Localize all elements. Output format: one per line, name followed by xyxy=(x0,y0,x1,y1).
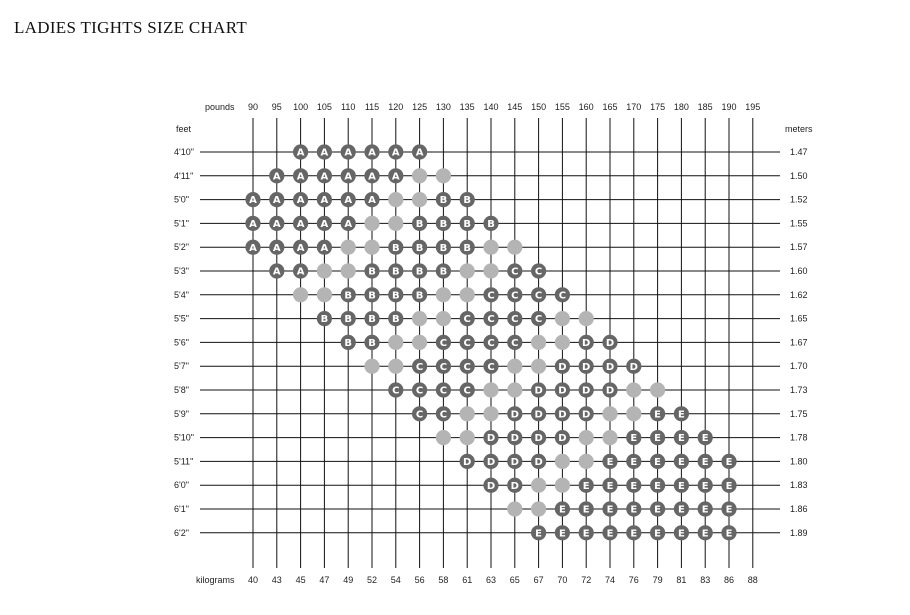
between-size-marker xyxy=(436,287,451,302)
size-marker-letter: E xyxy=(725,528,733,540)
kilograms-tick-label: 43 xyxy=(271,575,282,585)
between-size-marker xyxy=(412,335,427,350)
meters-tick-label: 1.78 xyxy=(790,432,808,443)
size-marker-letter: E xyxy=(677,528,685,540)
size-marker-letter: E xyxy=(677,409,685,421)
between-size-marker xyxy=(388,192,403,207)
meters-tick-label: 1.57 xyxy=(790,242,808,253)
size-marker-letter: B xyxy=(344,290,353,302)
size-marker-letter: B xyxy=(415,266,424,278)
between-size-marker xyxy=(460,263,475,278)
size-marker-letter: D xyxy=(605,338,615,349)
size-marker-letter: C xyxy=(487,314,495,326)
between-size-marker xyxy=(460,406,475,421)
between-size-marker xyxy=(412,168,427,183)
between-size-marker xyxy=(579,430,594,445)
y-left-axis-label: feet xyxy=(176,124,192,134)
size-marker-letter: C xyxy=(558,290,567,302)
pounds-tick-label: 120 xyxy=(388,102,404,112)
between-size-marker xyxy=(412,311,427,326)
pounds-tick-label: 155 xyxy=(554,102,570,112)
kilograms-tick-label: 54 xyxy=(390,575,401,585)
between-size-marker xyxy=(436,168,451,183)
pounds-tick-label: 185 xyxy=(697,102,713,112)
size-marker-letter: B xyxy=(439,242,448,254)
size-marker-letter: C xyxy=(534,266,543,278)
meters-tick-label: 1.89 xyxy=(790,527,808,538)
size-marker-letter: C xyxy=(511,266,519,278)
meters-tick-label: 1.47 xyxy=(790,147,808,157)
size-marker-letter: C xyxy=(534,290,543,302)
size-marker-letter: C xyxy=(511,338,519,349)
size-marker-letter: E xyxy=(701,504,709,516)
size-marker-letter: C xyxy=(463,361,471,373)
size-marker-letter: D xyxy=(534,385,543,397)
size-marker-letter: E xyxy=(654,504,662,516)
size-marker-letter: D xyxy=(486,457,496,468)
size-marker-letter: C xyxy=(511,314,519,326)
size-marker-letter: D xyxy=(582,338,591,349)
size-marker-letter: E xyxy=(654,433,662,445)
between-size-marker xyxy=(364,240,379,255)
size-marker-letter: C xyxy=(415,409,424,421)
between-size-marker xyxy=(507,382,522,397)
meters-tick-label: 1.50 xyxy=(790,170,808,181)
between-size-marker xyxy=(579,454,594,469)
between-size-marker xyxy=(483,240,498,255)
size-marker-letter: A xyxy=(296,195,305,207)
size-marker-letter: D xyxy=(582,385,591,397)
size-marker-letter: C xyxy=(439,385,448,397)
pounds-tick-label: 90 xyxy=(247,102,259,112)
pounds-tick-label: 95 xyxy=(271,102,282,112)
size-marker-letter: B xyxy=(415,290,424,302)
between-size-marker xyxy=(388,216,403,231)
kilograms-tick-label: 86 xyxy=(723,575,735,585)
between-size-marker xyxy=(579,311,594,326)
between-size-marker xyxy=(341,263,356,278)
between-size-marker xyxy=(364,216,379,231)
size-marker-letter: D xyxy=(486,433,496,445)
kilograms-tick-label: 45 xyxy=(295,575,306,585)
size-marker-letter: B xyxy=(391,314,400,326)
size-marker-letter: E xyxy=(582,528,590,540)
between-size-marker xyxy=(412,192,427,207)
size-marker-letter: B xyxy=(368,290,376,302)
meters-tick-label: 1.65 xyxy=(790,313,808,324)
size-marker-letter: B xyxy=(463,195,472,207)
feet-tick-label: 5'0" xyxy=(174,194,189,205)
size-marker-letter: A xyxy=(415,147,424,159)
between-size-marker xyxy=(483,382,498,397)
size-marker-letter: D xyxy=(510,409,519,421)
feet-tick-label: 5'2" xyxy=(174,242,189,253)
size-marker-letter: A xyxy=(272,171,281,183)
size-marker-letter: A xyxy=(320,242,329,254)
between-size-marker xyxy=(602,406,617,421)
meters-tick-label: 1.80 xyxy=(790,456,808,467)
size-marker-letter: E xyxy=(654,409,662,421)
kilograms-tick-label: 74 xyxy=(604,575,616,585)
size-marker-letter: C xyxy=(487,290,495,302)
size-marker-letter: B xyxy=(344,338,353,349)
size-marker-letter: E xyxy=(701,433,709,445)
kilograms-tick-label: 49 xyxy=(343,575,354,585)
size-marker-letter: A xyxy=(320,195,329,207)
size-marker-letter: D xyxy=(582,409,591,421)
between-size-marker xyxy=(531,501,546,516)
size-marker-letter: A xyxy=(320,219,329,230)
pounds-tick-label: 105 xyxy=(316,102,332,112)
size-marker-letter: C xyxy=(487,338,495,349)
size-marker-letter: A xyxy=(249,219,257,230)
size-marker-letter: E xyxy=(725,480,733,492)
size-marker-letter: B xyxy=(320,314,329,326)
size-marker-letter: C xyxy=(487,361,495,373)
size-marker-letter: D xyxy=(558,385,567,397)
meters-tick-label: 1.62 xyxy=(790,289,808,300)
feet-tick-label: 5'10" xyxy=(174,432,194,443)
size-marker-letter: E xyxy=(677,480,685,492)
pounds-tick-label: 175 xyxy=(650,102,666,112)
between-size-marker xyxy=(293,287,308,302)
pounds-tick-label: 180 xyxy=(673,102,689,112)
size-marker-letter: E xyxy=(654,480,662,492)
size-marker-letter: A xyxy=(344,171,353,183)
between-size-marker xyxy=(507,501,522,516)
pounds-tick-label: 110 xyxy=(341,102,356,112)
pounds-tick-label: 115 xyxy=(364,102,380,112)
between-size-marker xyxy=(436,311,451,326)
feet-tick-label: 5'4" xyxy=(174,289,189,300)
kilograms-tick-label: 72 xyxy=(581,575,592,585)
size-marker-letter: E xyxy=(630,480,638,492)
size-marker-letter: B xyxy=(463,242,472,254)
size-marker-letter: C xyxy=(415,385,424,397)
size-marker-letter: C xyxy=(439,409,448,421)
pounds-tick-label: 125 xyxy=(412,102,428,112)
feet-tick-label: 5'7" xyxy=(174,361,189,372)
size-marker-letter: A xyxy=(249,195,257,207)
size-marker-letter: D xyxy=(463,457,472,468)
between-size-marker xyxy=(507,359,522,374)
size-marker-letter: E xyxy=(701,528,709,540)
size-marker-letter: A xyxy=(296,266,305,278)
size-marker-letter: E xyxy=(630,504,638,516)
size-marker-letter: A xyxy=(391,171,400,183)
size-marker-letter: A xyxy=(272,195,281,207)
size-marker-letter: B xyxy=(487,219,495,230)
kilograms-tick-label: 58 xyxy=(438,575,449,585)
size-marker-letter: A xyxy=(344,147,353,159)
size-marker-letter: D xyxy=(534,457,543,468)
size-marker-letter: A xyxy=(344,195,353,207)
size-marker-letter: D xyxy=(510,480,519,492)
pounds-tick-label: 150 xyxy=(531,102,547,112)
kilograms-tick-label: 79 xyxy=(652,575,663,585)
pounds-tick-label: 165 xyxy=(602,102,618,112)
size-marker-letter: C xyxy=(534,314,543,326)
between-size-marker xyxy=(555,335,570,350)
feet-tick-label: 6'0" xyxy=(174,480,189,491)
size-marker-letter: B xyxy=(463,219,472,230)
size-marker-letter: E xyxy=(535,528,543,540)
size-marker-letter: D xyxy=(558,433,567,445)
size-marker-letter: E xyxy=(606,504,614,516)
feet-tick-label: 4'11" xyxy=(174,170,194,181)
size-marker-letter: E xyxy=(558,528,566,540)
size-marker-letter: A xyxy=(296,219,305,230)
size-marker-letter: B xyxy=(439,195,448,207)
between-size-marker xyxy=(555,478,570,493)
x-top-axis-label: pounds xyxy=(205,102,235,112)
size-marker-letter: E xyxy=(630,457,638,468)
between-size-marker xyxy=(483,406,498,421)
between-size-marker xyxy=(460,287,475,302)
size-marker-letter: C xyxy=(463,385,471,397)
size-marker-letter: B xyxy=(415,219,424,230)
size-marker-letter: D xyxy=(486,480,496,492)
size-marker-letter: B xyxy=(391,290,400,302)
between-size-marker xyxy=(531,359,546,374)
feet-tick-label: 5'6" xyxy=(174,337,189,348)
feet-tick-label: 6'2" xyxy=(174,527,189,538)
size-marker-letter: E xyxy=(606,528,614,540)
size-marker-letter: D xyxy=(605,385,615,397)
size-marker-letter: A xyxy=(368,195,376,207)
kilograms-tick-label: 76 xyxy=(628,575,639,585)
between-size-marker xyxy=(650,382,665,397)
feet-tick-label: 5'5" xyxy=(174,313,189,324)
kilograms-tick-label: 56 xyxy=(414,575,425,585)
size-marker-letter: A xyxy=(368,171,376,183)
feet-tick-label: 5'8" xyxy=(174,385,189,395)
size-marker-letter: C xyxy=(392,385,400,397)
size-marker-letter: D xyxy=(605,361,615,373)
between-size-marker xyxy=(531,335,546,350)
size-marker-letter: E xyxy=(654,457,662,468)
size-marker-letter: B xyxy=(391,242,400,254)
feet-tick-label: 6'1" xyxy=(174,504,189,514)
size-marker-letter: C xyxy=(439,361,448,373)
size-marker-letter: E xyxy=(582,480,590,492)
feet-tick-label: 5'11" xyxy=(174,456,194,467)
size-marker-letter: A xyxy=(296,242,305,254)
size-marker-letter: D xyxy=(629,361,638,373)
size-marker-letter: B xyxy=(368,338,376,349)
size-marker-letter: A xyxy=(296,171,305,183)
x-bottom-axis-label: kilograms xyxy=(196,575,235,585)
feet-tick-label: 5'3" xyxy=(174,266,189,276)
between-size-marker xyxy=(555,311,570,326)
pounds-tick-label: 145 xyxy=(507,102,523,112)
size-marker-letter: D xyxy=(510,433,519,445)
size-marker-letter: C xyxy=(415,361,424,373)
between-size-marker xyxy=(460,430,475,445)
between-size-marker xyxy=(341,240,356,255)
meters-tick-label: 1.55 xyxy=(790,218,808,229)
meters-tick-label: 1.70 xyxy=(790,361,808,372)
size-marker-letter: A xyxy=(296,147,305,159)
kilograms-tick-label: 40 xyxy=(247,575,259,585)
kilograms-tick-label: 83 xyxy=(700,575,711,585)
between-size-marker xyxy=(626,406,641,421)
pounds-tick-label: 130 xyxy=(435,102,451,112)
size-marker-letter: D xyxy=(534,409,543,421)
between-size-marker xyxy=(626,382,641,397)
size-marker-letter: D xyxy=(558,361,567,373)
kilograms-tick-label: 70 xyxy=(557,575,568,585)
size-marker-letter: B xyxy=(368,314,376,326)
size-marker-letter: E xyxy=(606,480,614,492)
kilograms-tick-label: 52 xyxy=(366,575,378,585)
kilograms-tick-label: 47 xyxy=(319,575,330,585)
size-marker-letter: E xyxy=(701,480,709,492)
between-size-marker xyxy=(364,359,379,374)
size-marker-letter: A xyxy=(391,147,400,159)
size-marker-letter: D xyxy=(582,361,591,373)
size-marker-letter: E xyxy=(677,433,685,445)
kilograms-tick-label: 65 xyxy=(509,575,520,585)
chart-title: LADIES TIGHTS SIZE CHART xyxy=(14,18,247,37)
meters-tick-label: 1.86 xyxy=(790,504,808,514)
size-marker-letter: E xyxy=(677,457,685,468)
between-size-marker xyxy=(317,287,332,302)
size-marker-letter: E xyxy=(725,457,733,468)
feet-tick-label: 5'9" xyxy=(174,408,189,419)
pounds-tick-label: 100 xyxy=(293,102,309,112)
kilograms-tick-label: 61 xyxy=(462,575,473,585)
size-marker-letter: B xyxy=(368,266,376,278)
meters-tick-label: 1.73 xyxy=(790,385,808,395)
size-marker-letter: E xyxy=(606,457,614,468)
pounds-tick-label: 160 xyxy=(578,102,594,112)
pounds-tick-label: 190 xyxy=(721,102,737,112)
kilograms-tick-label: 67 xyxy=(533,575,544,585)
size-marker-letter: C xyxy=(439,338,448,349)
size-marker-letter: B xyxy=(439,266,448,278)
size-marker-letter: E xyxy=(630,433,638,445)
between-size-marker xyxy=(531,478,546,493)
pounds-tick-label: 135 xyxy=(459,102,475,112)
size-marker-letter: B xyxy=(439,219,448,230)
pounds-tick-label: 195 xyxy=(745,102,761,112)
size-marker-letter: D xyxy=(534,433,543,445)
size-marker-letter: B xyxy=(391,266,400,278)
feet-tick-label: 5'1" xyxy=(174,218,189,229)
size-marker-letter: A xyxy=(344,219,353,230)
size-marker-letter: A xyxy=(272,242,281,254)
between-size-marker xyxy=(483,263,498,278)
size-marker-letter: B xyxy=(344,314,353,326)
between-size-marker xyxy=(436,430,451,445)
meters-tick-label: 1.67 xyxy=(790,337,808,348)
meters-tick-label: 1.60 xyxy=(790,266,808,276)
y-right-axis-label: meters xyxy=(785,124,813,134)
size-marker-letter: B xyxy=(415,242,424,254)
between-size-marker xyxy=(602,430,617,445)
size-marker-letter: E xyxy=(630,528,638,540)
size-marker-letter: C xyxy=(463,314,471,326)
between-size-marker xyxy=(388,335,403,350)
size-marker-letter: E xyxy=(654,528,662,540)
size-marker-letter: A xyxy=(320,147,329,159)
between-size-marker xyxy=(317,263,332,278)
size-marker-letter: A xyxy=(320,171,329,183)
pounds-tick-label: 170 xyxy=(626,102,642,112)
between-size-marker xyxy=(507,240,522,255)
size-marker-letter: A xyxy=(272,219,281,230)
size-marker-letter: E xyxy=(725,504,733,516)
meters-tick-label: 1.83 xyxy=(790,480,808,491)
size-marker-letter: D xyxy=(510,457,519,468)
size-marker-letter: A xyxy=(249,242,257,254)
meters-tick-label: 1.52 xyxy=(790,194,808,205)
size-marker-letter: E xyxy=(582,504,590,516)
size-marker-letter: E xyxy=(701,457,709,468)
between-size-marker xyxy=(388,359,403,374)
size-marker-letter: E xyxy=(677,504,685,516)
kilograms-tick-label: 88 xyxy=(747,575,758,585)
feet-tick-label: 4'10" xyxy=(174,147,194,157)
kilograms-tick-label: 81 xyxy=(676,575,687,585)
size-marker-letter: D xyxy=(558,409,567,421)
size-marker-letter: C xyxy=(511,290,519,302)
meters-tick-label: 1.75 xyxy=(790,408,808,419)
size-marker-letter: A xyxy=(368,147,376,159)
kilograms-tick-label: 63 xyxy=(485,575,497,585)
pounds-tick-label: 140 xyxy=(483,102,499,112)
size-marker-letter: E xyxy=(558,504,566,516)
size-marker-letter: C xyxy=(463,338,471,349)
size-marker-letter: A xyxy=(272,266,281,278)
between-size-marker xyxy=(555,454,570,469)
